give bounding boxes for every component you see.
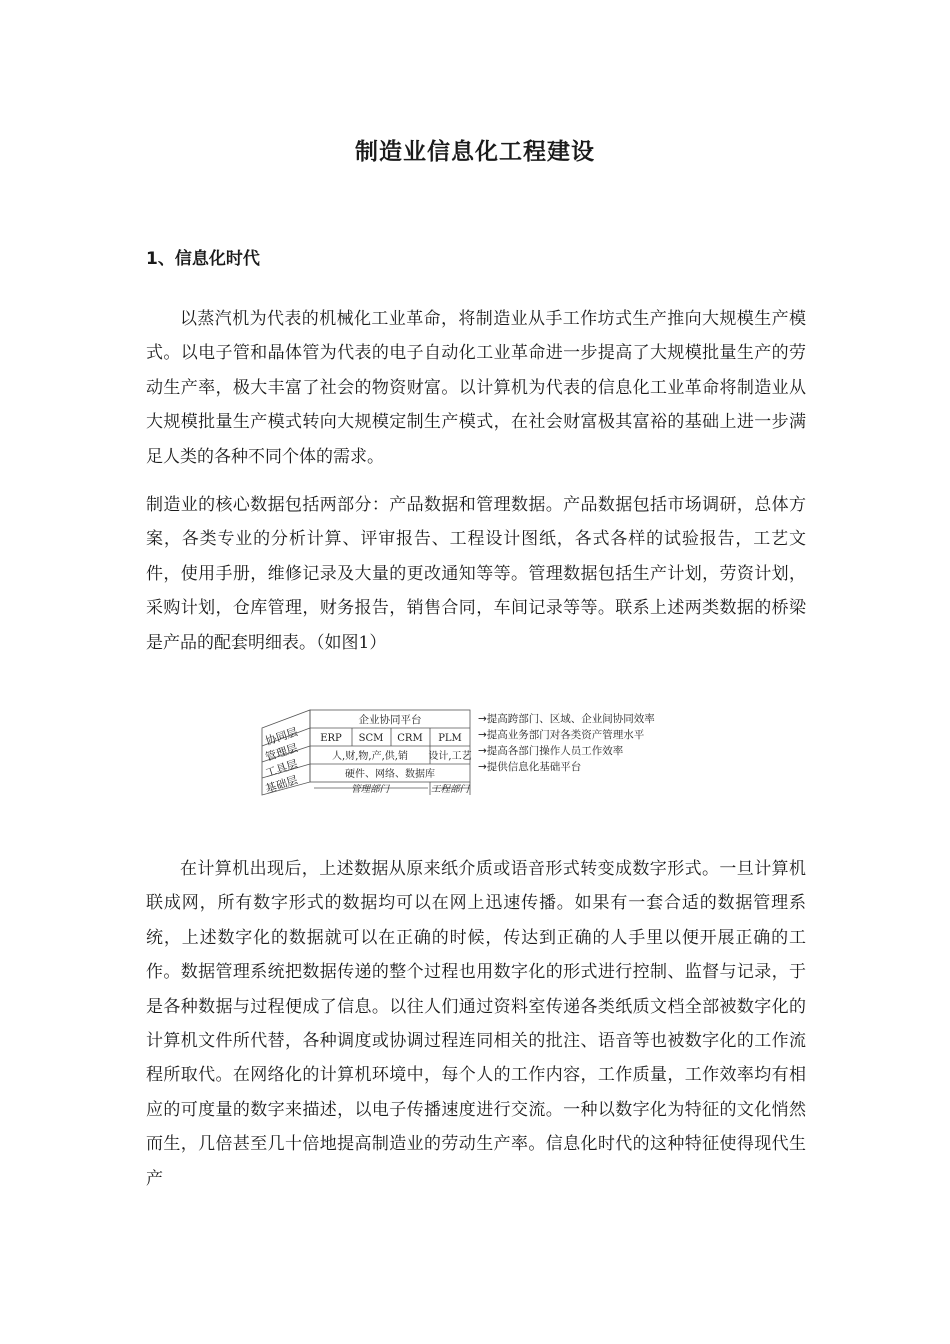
tools-management: 人,财,物,产,供,销: [332, 751, 408, 762]
platform-label: 企业协同平台: [358, 714, 422, 726]
paragraph-1: 以蒸汽机为代表的机械化工业革命，将制造业从手工作坊式生产推向大规模生产模式。以电子管和晶体管为代表的电子自动化工业革命进一步提高了大规模批量生产的劳动生产率，极大丰富了社会的物资财富。以计算机为代表的信息化工业革命将制造业从大规模批量生产模式转向大规模定制生产模式，在社会财富极其富裕的基础上进一步满足人类的各种不同个体的需求。: [146, 309, 806, 467]
department-management: 管理部门: [350, 784, 390, 795]
paragraph-3: 在计算机出现后，上述数据从原来纸介质或语音形式转变成数字形式。一旦计算机联成网，所有数字形式的数据均可以在网上迅速传播。如果有一套合适的数据管理系统，上述数字化的数据就可以在正确的时候，传达到正确的人手里以便开展正确的工作。数据管理系统把数据传递的整个过程也用数字化的形式进行控制、监督与记录，于是各种数据与过程便成了信息。以往人们通过资料室传递各类纸质文档全部被数字化的计算机文件所代替，各种调度或协调过程连同相关的批注、语音等也被数字化的工作流程所取代。在网络化的计算机环境中，每个人的工作内容，工作质量，工作效率均有相应的可度量的数字来描述，以电子传播速度进行交流。一种以数字化为特征的文化悄然而生，几倍甚至几十倍地提高制造业的劳动生产率。信息化时代的这种特征使得现代生产: [146, 859, 806, 1189]
figure-note-collab: →提高跨部门、区域、企业间协同效率: [478, 713, 655, 725]
system-scm: SCM: [358, 733, 384, 744]
tools-engineering: 设计,工艺: [428, 751, 472, 762]
system-crm: CRM: [397, 733, 423, 744]
system-plm: PLM: [438, 733, 462, 744]
figure-note-base: →提供信息化基础平台: [478, 761, 582, 773]
system-erp: ERP: [320, 733, 342, 744]
layer-label-collab: 协同层: [263, 725, 300, 748]
section-heading: 1、信息化时代: [146, 249, 260, 269]
document-title: 制造业信息化工程建设: [355, 139, 595, 165]
figure-note-management: →提高业务部门对各类资产管理水平: [478, 729, 645, 741]
layer-label-tools: 工具层: [263, 757, 300, 780]
department-engineering: 工程部门: [430, 784, 470, 795]
figure-note-tools: →提高各部门操作人员工作效率: [478, 745, 624, 757]
layer-label-base: 基础层: [263, 773, 300, 796]
layer-label-management: 管理层: [263, 741, 300, 764]
figure-1-architecture-diagram: [258, 700, 698, 800]
paragraph-2: 制造业的核心数据包括两部分：产品数据和管理数据。产品数据包括市场调研，总体方案，各类专业的分析计算、评审报告、工程设计图纸，各式各样的试验报告，工艺文件，使用手册，维修记录及大量的更改通知等等。管理数据包括生产计划，劳资计划，采购计划，仓库管理，财务报告，销售合同，车间记录等等。联系上述两类数据的桥梁是产品的配套明细表。（如图1）: [146, 495, 806, 653]
infrastructure-label: 硬件、网络、数据库: [345, 769, 435, 780]
architecture-diagram-svg: [258, 700, 698, 800]
